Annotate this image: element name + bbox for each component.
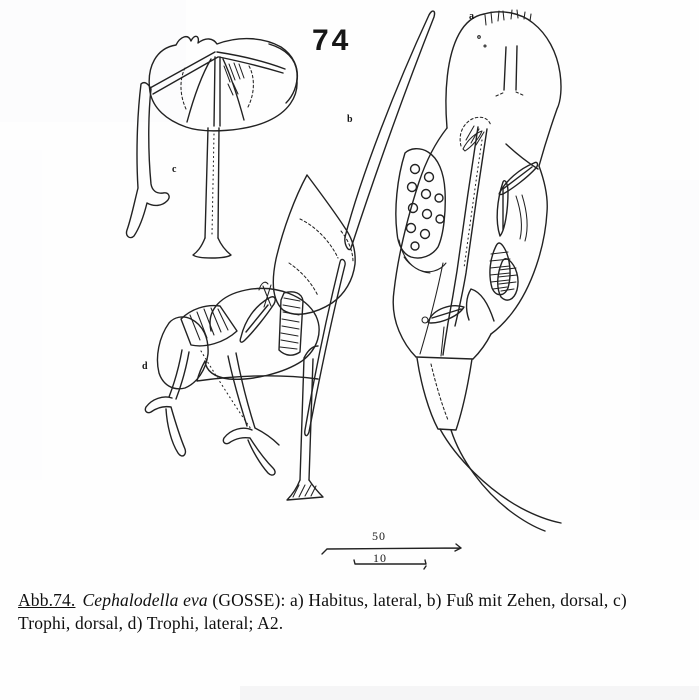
caption-species-name: Cephalodella eva xyxy=(82,589,208,610)
toe-one xyxy=(440,429,561,523)
caption-figure-ref: Abb.74. xyxy=(18,589,76,610)
scale-value-upper: 50 xyxy=(372,529,386,543)
lateral-fulcrum xyxy=(300,346,318,480)
vitellarium-band xyxy=(396,149,445,258)
tube-base xyxy=(496,92,525,96)
fulcrum-stem-texture xyxy=(212,134,214,234)
head-right-outline xyxy=(484,12,561,166)
foot-body-outline xyxy=(273,175,355,314)
foot-outline xyxy=(416,357,473,430)
curved-band xyxy=(516,195,527,241)
lateral-fulcrum-flare xyxy=(287,480,323,500)
body-right-outline xyxy=(491,166,547,334)
caption-description: (GOSSE): a) Habitus, lateral, b) Fuß mit Zehen, dorsal, c) Trophi, dorsal, d) Trophi, lateral; A2. xyxy=(18,589,627,633)
scale-bar-upper xyxy=(322,544,461,554)
head-speck2 xyxy=(484,45,486,47)
fulcrum-stem xyxy=(205,128,219,238)
neck-fold xyxy=(506,144,538,169)
foot-inner-line xyxy=(431,364,448,420)
central-manubrium xyxy=(223,353,279,475)
spindle-oblique xyxy=(499,162,537,194)
habitus-drawing xyxy=(393,10,561,531)
scale-bar-lower xyxy=(354,560,426,569)
scale-value-lower: 10 xyxy=(373,551,387,565)
figure-caption xyxy=(18,589,680,635)
ventral-inner-line xyxy=(420,263,443,354)
foot-inner-folds xyxy=(289,219,353,296)
internal-rod xyxy=(443,127,487,355)
cloacal-curves xyxy=(467,289,494,359)
rami-center-lines xyxy=(214,57,220,126)
head-speck xyxy=(478,36,481,39)
left-manubrium xyxy=(145,350,189,456)
hatched-wedge xyxy=(181,306,237,346)
vitellarium-nuclei xyxy=(407,165,445,251)
head-left-outline xyxy=(446,14,484,128)
trophi-dorsal-drawing xyxy=(127,36,298,258)
retrocerebral-tube xyxy=(504,46,517,90)
figure-number: 74 xyxy=(312,24,352,57)
fulcrum-base-flare xyxy=(193,238,231,258)
trophi-lateral-drawing xyxy=(145,282,323,500)
scale-bars xyxy=(322,544,461,569)
toe-two xyxy=(451,430,545,531)
spindle-vertical xyxy=(497,181,508,236)
toe-upper xyxy=(345,11,435,249)
part-label-a: a xyxy=(469,11,474,22)
part-label-c: c xyxy=(172,164,177,175)
wedge-hatching xyxy=(190,308,228,340)
manubrium-hooked xyxy=(127,83,170,238)
part-label-b: b xyxy=(347,114,353,125)
comb-teeth xyxy=(280,298,300,349)
part-label-d: d xyxy=(142,361,148,372)
posterior-spindle-ring xyxy=(422,317,428,323)
striped-organ-lower xyxy=(498,259,518,300)
uncus-diagonals xyxy=(150,52,285,94)
